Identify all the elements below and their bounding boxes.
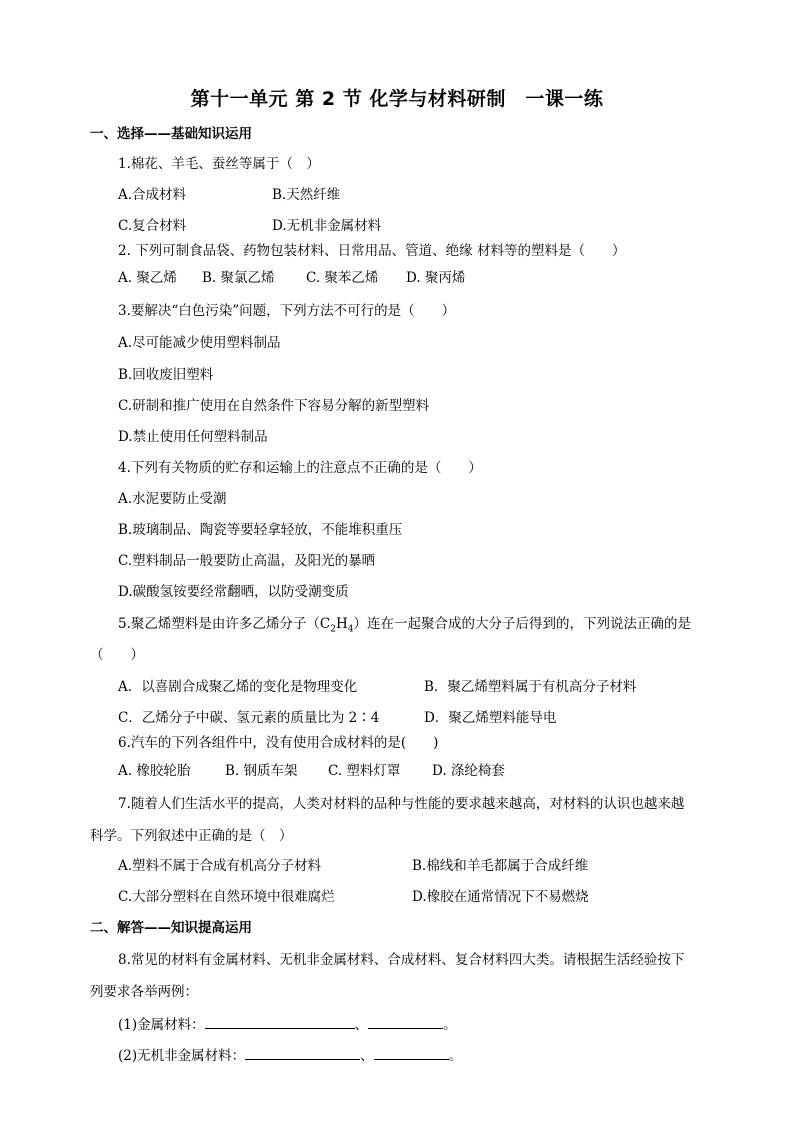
question-4-stem: 4.下列有关物质的贮存和运输上的注意点不正确的是（ ） [118, 460, 482, 476]
question-8-stem: 8.常见的材料有金属材料、无机非金属材料、合成材料、复合材料四大类。请根据生活经验按下 [118, 952, 685, 968]
question-1-option-d: D.无机非金属材料 [272, 218, 382, 234]
question-4-option-a: A.水泥要防止受潮 [118, 491, 227, 507]
question-5-option-d: D．聚乙烯塑料能导电 [424, 710, 557, 726]
question-8-item-1-label: (1)金属材料： [118, 1017, 205, 1033]
question-2-option-d: D. 聚丙烯 [406, 270, 466, 286]
question-8-stem-wrap: 列要求各举两例： [90, 984, 198, 1000]
question-4-option-b: B.玻璃制品、陶瓷等要轻拿轻放，不能堆积重压 [118, 522, 403, 538]
answer-blank[interactable] [205, 1014, 355, 1029]
question-7-option-d: D.橡胶在通常情况下不易燃烧 [412, 889, 589, 905]
question-6-option-a: A. 橡胶轮胎 [118, 763, 191, 779]
question-3-option-a: A.尽可能减少使用塑料制品 [118, 335, 281, 351]
question-5-stem: 5.聚乙烯塑料是由许多乙烯分子$(C_2H_4)$连在一起聚合成的大分子后得到的，下列说法正确的是 [118, 616, 691, 635]
question-7-stem: 7.随着人们生活水平的提高，人类对材料的品种与性能的要求越来越高，对材料的认识也越来越 [118, 796, 685, 812]
question-7-stem-wrap: 科学。下列叙述中正确的是（ ） [90, 828, 293, 844]
question-6-stem: 6.汽车的下列各组件中，没有使用合成材料的是( ) [118, 735, 439, 751]
question-6-option-c: C. 塑料灯罩 [328, 763, 401, 779]
question-1-option-c: C.复合材料 [118, 218, 187, 234]
section-heading-answer: 二、解答——知识提高运用 [90, 920, 252, 936]
question-1-option-b: B.天然纤维 [272, 187, 341, 203]
question-5-option-a: A．以喜剧合成聚乙烯的变化是物理变化 [118, 679, 358, 695]
answer-blank[interactable] [374, 1045, 449, 1060]
question-4-option-c: C.塑料制品一般要防止高温，及阳光的暴晒 [118, 553, 376, 569]
question-5-option-b: B．聚乙烯塑料属于有机高分子材料 [424, 679, 637, 695]
question-2-option-c: C. 聚苯乙烯 [306, 270, 379, 286]
answer-blank[interactable] [245, 1045, 360, 1060]
question-6-option-d: D. 涤纶椅套 [432, 763, 505, 779]
question-2-stem: 2. 下列可制食品袋、药物包装材料、日常用品、管道、绝缘 材料等的塑料是（ ） [118, 243, 626, 259]
question-4-option-d: D.碳酸氢铵要经常翻晒，以防受潮变质 [118, 584, 349, 600]
question-1-option-a: A.合成材料 [118, 187, 187, 203]
answer-blank[interactable] [368, 1014, 443, 1029]
question-2-option-b: B. 聚氯乙烯 [202, 270, 275, 286]
question-6-option-b: B. 钢质车架 [225, 763, 298, 779]
question-7-option-c: C.大部分塑料在自然环境中很难腐烂 [118, 889, 335, 905]
question-8-item-2: (2)无机非金属材料： 、 。 [118, 1045, 462, 1066]
question-8-item-2-label: (2)无机非金属材料： [118, 1048, 246, 1064]
page-title: 第十一单元 第 2 节 化学与材料研制 一课一练 [190, 88, 604, 110]
question-8-item-1: (1)金属材料： 、 。 [118, 1014, 457, 1035]
question-3-stem: 3.要解决“白色污染”问题，下列方法不可行的是（ ） [118, 303, 456, 319]
question-1-stem: 1.棉花、羊毛、蚕丝等属于（ ） [118, 156, 320, 172]
question-5-stem-wrap: （ ） [90, 647, 144, 663]
question-3-option-d: D.禁止使用任何塑料制品 [118, 429, 268, 445]
question-7-option-a: A.塑料不属于合成有机高分子材料 [118, 858, 322, 874]
question-5-option-c: C．乙烯分子中碳、氢元素的质量比为 2∶4 [118, 710, 380, 726]
question-2-option-a: A. 聚乙烯 [118, 270, 177, 286]
section-heading-choice: 一、选择——基础知识运用 [90, 126, 252, 142]
question-3-option-c: C.研制和推广使用在自然条件下容易分解的新型塑料 [118, 398, 430, 414]
question-3-option-b: B.回收废旧塑料 [118, 367, 214, 383]
question-7-option-b: B.棉线和羊毛都属于合成纤维 [412, 858, 589, 874]
